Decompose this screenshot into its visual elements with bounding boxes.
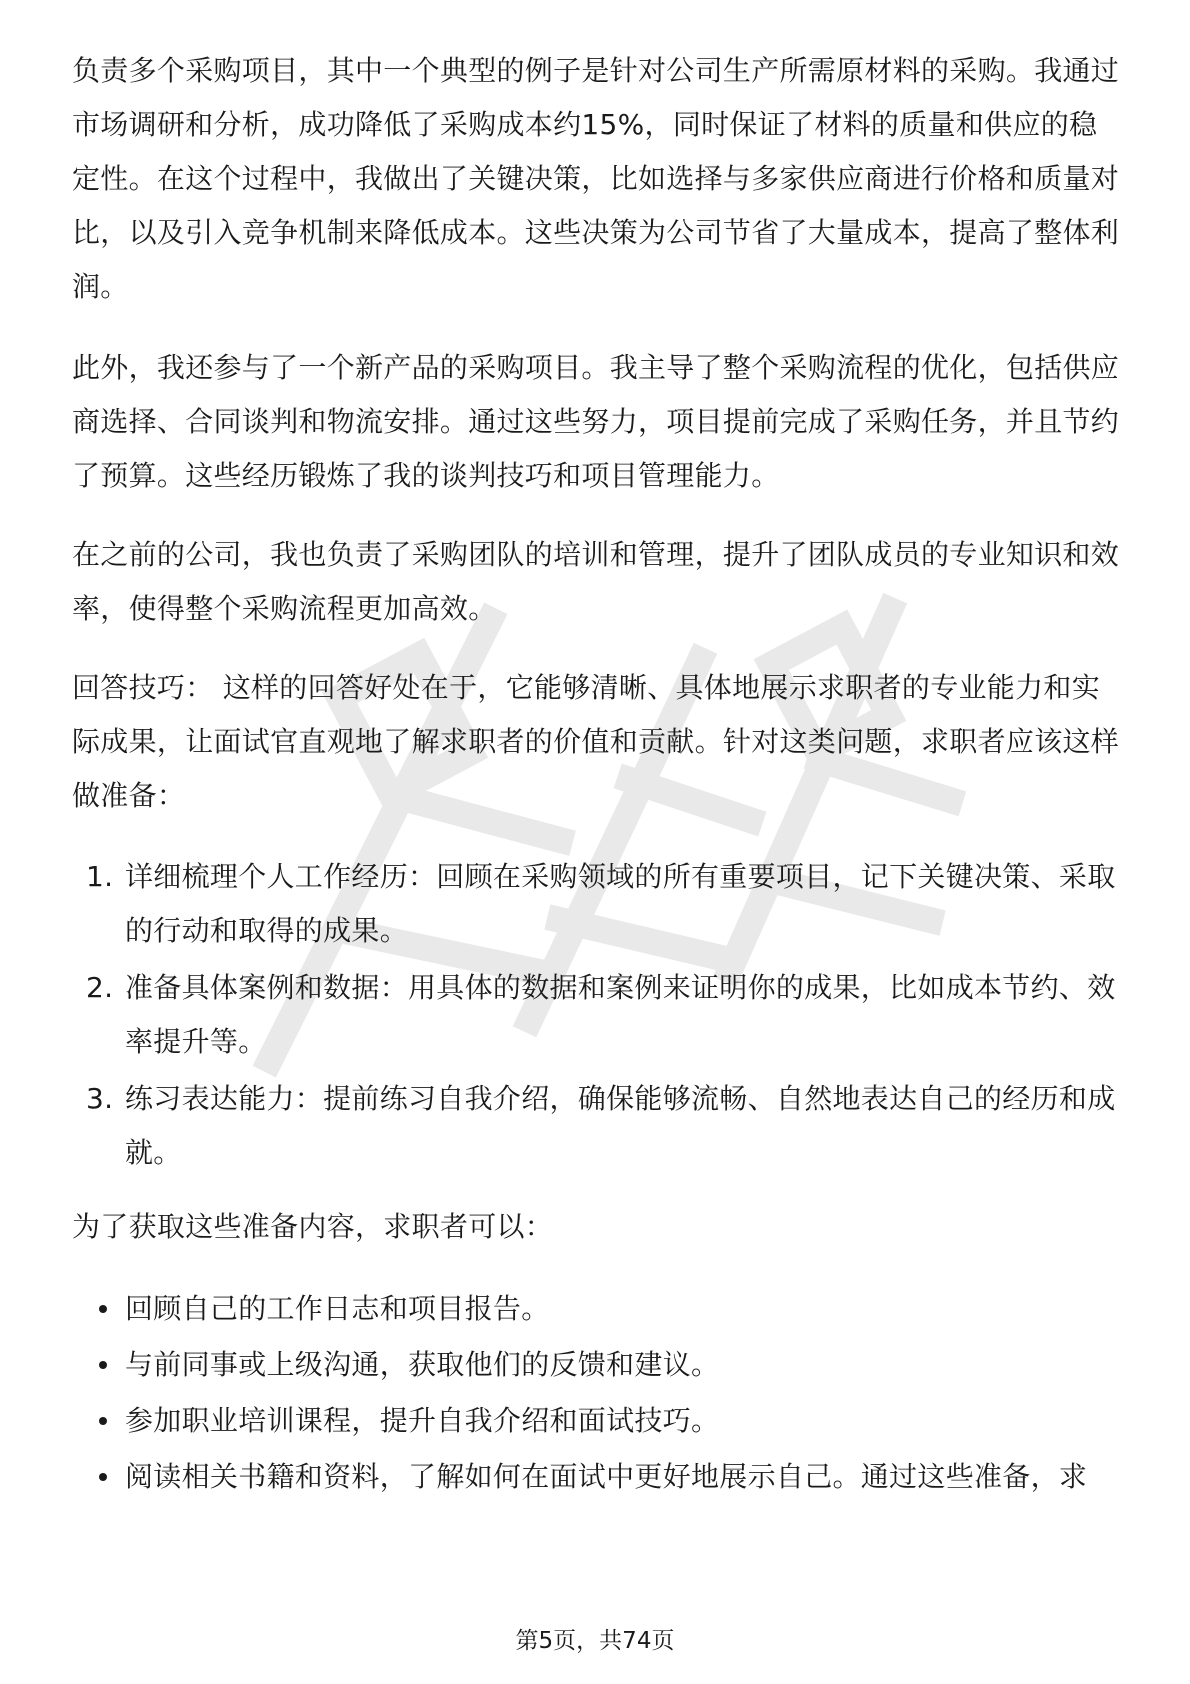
list-item — [72, 961, 1122, 1069]
bullet-dot-icon — [99, 1417, 107, 1425]
bullet-dot-icon — [99, 1305, 107, 1313]
paragraph-answer-tips: 回答技巧： 这样的回答好处在于，它能够清晰、具体地展示求职者的专业能力和实际成果，让面试官直观地了解求职者的价值和贡献。针对这类问题，求职者应该这样做准备： — [72, 671, 1120, 812]
list-item — [72, 850, 1122, 958]
list-item-text: 参加职业培训课程，提升自我介绍和面试技巧。 — [125, 1404, 720, 1437]
list-number: 2. — [86, 971, 114, 1004]
paragraph-project-experience: 负责多个采购项目，其中一个典型的例子是针对公司生产所需原材料的采购。我通过市场调研和分析，成功降低了采购成本约15%，同时保证了材料的质量和供应的稳定性。在这个过程中，我做出了关键决策，比如选择与多家供应商进行价格和质量对比，以及引入竞争机制来降低成本。这些决策为公司节省了大量成本，提高了整体利润。 — [72, 54, 1120, 303]
paragraph-new-product-procurement: 此外，我还参与了一个新产品的采购项目。我主导了整个采购流程的优化，包括供应商选择、合同谈判和物流安排。通过这些努力，项目提前完成了采购任务，并且节约了预算。这些经历锻炼了我的谈判技巧和项目管理能力。 — [72, 351, 1120, 492]
document-page — [72, 44, 1122, 1505]
list-item-text: 详细梳理个人工作经历：回顾在采购领域的所有重要项目，记下关键决策、采取的行动和取得的成果。 — [125, 860, 1116, 947]
list-item-text: 回顾自己的工作日志和项目报告。 — [125, 1292, 550, 1325]
list-item — [72, 1337, 1122, 1393]
paragraph-team-training: 在之前的公司，我也负责了采购团队的培训和管理，提升了团队成员的专业知识和效率，使得整个采购流程更加高效。 — [72, 538, 1120, 625]
list-item — [72, 1072, 1122, 1180]
list-item-text: 准备具体案例和数据：用具体的数据和案例来证明你的成果，比如成本节约、效率提升等。 — [125, 971, 1116, 1058]
list-item-text: 与前同事或上级沟通，获取他们的反馈和建议。 — [125, 1348, 720, 1381]
preparation-bullets-list — [72, 1281, 1122, 1505]
bullet-dot-icon — [99, 1361, 107, 1369]
page-number-footer: 第5页，共74页 — [515, 1628, 675, 1654]
paragraph-prep-intro: 为了获取这些准备内容，求职者可以： — [72, 1210, 554, 1243]
preparation-steps-list — [72, 850, 1122, 1180]
list-item — [72, 1449, 1122, 1505]
list-item-text: 阅读相关书籍和资料，了解如何在面试中更好地展示自己。通过这些准备，求 — [125, 1460, 1088, 1493]
list-item — [72, 1281, 1122, 1337]
list-item-text: 练习表达能力：提前练习自我介绍，确保能够流畅、自然地表达自己的经历和成就。 — [125, 1082, 1116, 1169]
list-number: 1. — [86, 860, 114, 893]
list-number: 3. — [86, 1082, 114, 1115]
bullet-dot-icon — [99, 1473, 107, 1481]
list-item — [72, 1393, 1122, 1449]
